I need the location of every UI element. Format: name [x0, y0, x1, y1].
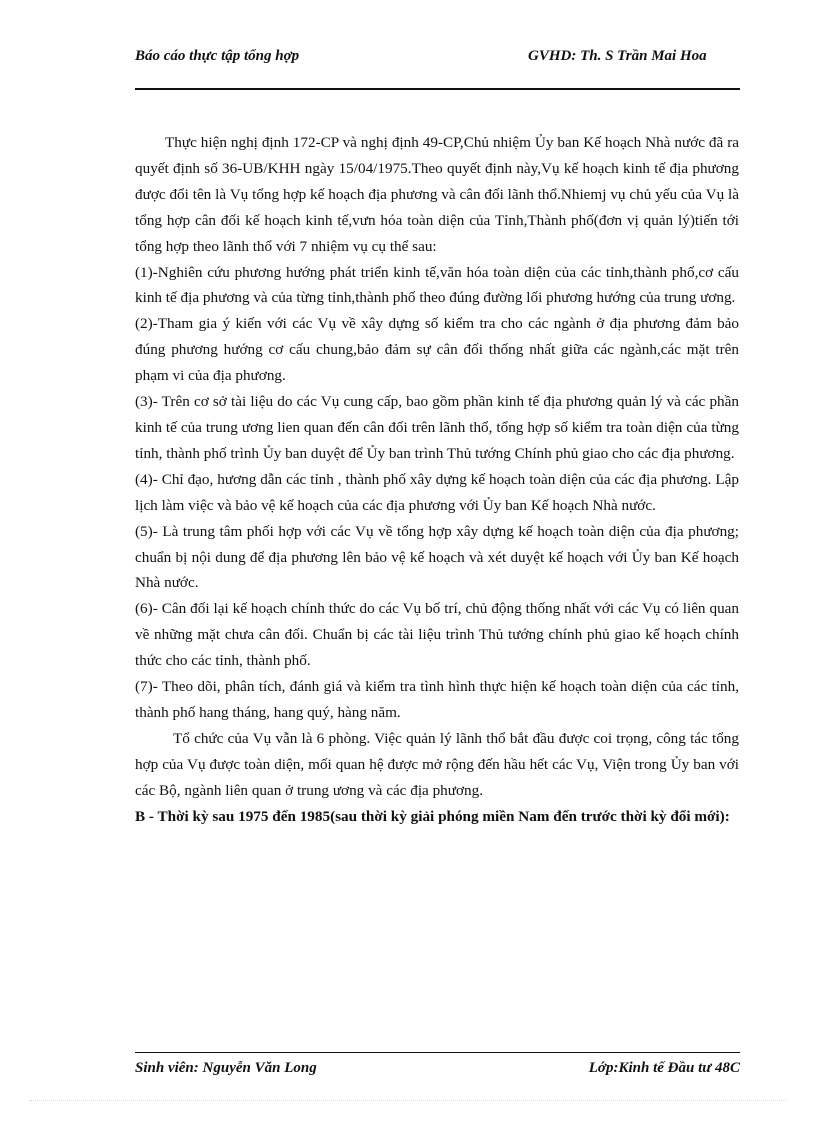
section-heading: B - Thời kỳ sau 1975 đến 1985(sau thời kỳ giải phóng miền Nam đến trước thời kỳ đổi mới): [135, 807, 730, 825]
paragraph-organization: Tổ chức của Vụ vẫn là 6 phòng. Việc quản lý lãnh thổ bắt đầu được coi trọng, công tác tổng hợp của Vụ được toàn diện, mối quan hệ được mở rộng đến hầu hết các Vụ, Viện trong Ủy ban với các Bộ, ngành liên quan ở trung ương và các địa phương. [135, 729, 739, 799]
task-item-6: (6)- Cân đối lại kế hoạch chính thức do các Vụ bố trí, chủ động thống nhất với các Vụ có liên quan về những mặt chưa cân đối. Chuẩn bị các tài liệu trình Thủ tướng chính phủ giao kế hoạch chính thức cho các tỉnh, thành phố. [135, 600, 739, 670]
page-header [135, 46, 740, 90]
footer-student: Sinh viên: Nguyễn Văn Long [135, 1060, 317, 1076]
footer-class: Lớp:Kinh tế Đầu tư 48C [588, 1060, 740, 1076]
task-item-4: (4)- Chỉ đạo, hương dẫn các tỉnh , thành phố xây dựng kế hoạch toàn diện của các địa phương. Lập lịch làm việc và bảo vệ kế hoạch của các địa phương với Ủy ban Kế hoạch Nhà nước. [135, 470, 739, 514]
task-item-5: (5)- Là trung tâm phối hợp với các Vụ về tổng hợp xây dựng kế hoạch toàn diện của địa phương; chuẩn bị nội dung để địa phương lên bảo vệ kế hoạch và xét duyệt kế hoạch với Ủy ban Kế hoạch Nhà nước. [135, 522, 739, 592]
page-footer [135, 1052, 740, 1076]
header-report-title: Báo cáo thực tập tổng hợp [135, 48, 300, 64]
task-item-2: (2)-Tham gia ý kiến với các Vụ về xây dựng số kiểm tra cho các ngành ở địa phương đảm bảo đúng phương hướng cơ cấu chung,bảo đảm sự cân đối thống nhất giữa các ngành,các mặt trên phạm vi của địa phương. [135, 315, 739, 385]
header-supervisor: GVHD: Th. S Trần Mai Hoa [528, 48, 707, 64]
paragraph-intro: Thực hiện nghị định 172-CP và nghị định 49-CP,Chủ nhiệm Ủy ban Kế hoạch Nhà nước đã ra quyết định số 36-UB/KHH ngày 15/04/1975.Theo quyết định này,Vụ kế hoạch kinh tế địa phương được đổi tên là Vụ tổng hợp kế hoạch địa phương và cân đối lãnh thổ.Nhiemj vụ chủ yếu của Vụ là tổng hợp cân đối kế hoạch kinh tế,vưn hóa toàn diện của Tỉnh,Thành phố(đơn vị quản lý)tiến tới tổng hợp theo lãnh thổ với 7 nhiệm vụ cụ thể sau: [135, 134, 739, 255]
page-bottom-edge [30, 1100, 786, 1101]
task-item-7: (7)- Theo dõi, phân tích, đánh giá và kiểm tra tình hình thực hiện kế hoạch toàn diện của các tỉnh, thành phố hang tháng, hang quý, hàng năm. [135, 678, 739, 721]
task-item-1: (1)-Nghiên cứu phương hướng phát triển kinh tế,văn hóa toàn diện của các tỉnh,thành phố,cơ cấu kinh tế địa phương và của từng tỉnh,thành phố theo đúng đường lối phương hướng của trung ương. [135, 263, 739, 307]
body-content [135, 130, 739, 829]
task-item-3: (3)- Trên cơ sở tài liệu do các Vụ cung cấp, bao gồm phần kinh tế địa phương quản lý và các phần kinh tế của trung ương lien quan đến cân đối trên lãnh thổ, tổng hợp số kiểm tra toàn diện của từng tỉnh, thành phố trình Ủy ban duyệt để Ủy ban trình Thủ tướng Chính phủ giao cho các địa phương. [135, 393, 739, 462]
